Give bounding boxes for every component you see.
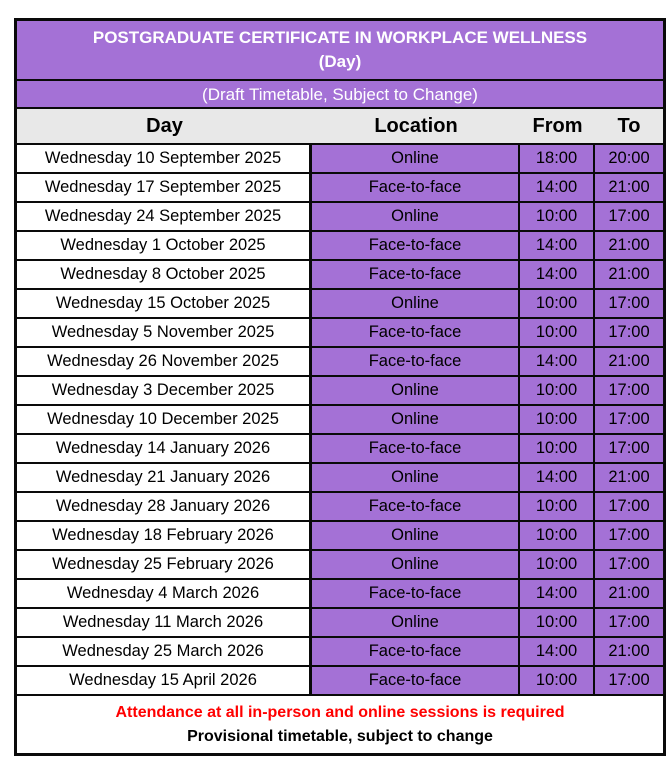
cell-from: 10:00 — [520, 319, 595, 346]
table-row — [17, 522, 663, 551]
cell-to: 20:00 — [595, 145, 663, 172]
cell-location: Online — [312, 145, 520, 172]
cell-from: 10:00 — [520, 435, 595, 462]
cell-from: 10:00 — [520, 609, 595, 636]
cell-to: 17:00 — [595, 435, 663, 462]
cell-to: 17:00 — [595, 319, 663, 346]
table-row — [17, 580, 663, 609]
cell-day: Wednesday 4 March 2026 — [17, 580, 312, 607]
cell-location: Face-to-face — [312, 667, 520, 694]
cell-day: Wednesday 26 November 2025 — [17, 348, 312, 375]
table-row — [17, 203, 663, 232]
cell-from: 10:00 — [520, 551, 595, 578]
cell-to: 17:00 — [595, 290, 663, 317]
column-header-to: To — [617, 115, 641, 137]
timetable-document — [14, 18, 666, 756]
cell-location: Face-to-face — [312, 493, 520, 520]
timetable-rows — [17, 145, 663, 696]
cell-day: Wednesday 15 October 2025 — [17, 290, 312, 317]
table-row — [17, 232, 663, 261]
cell-from: 10:00 — [520, 377, 595, 404]
cell-location: Face-to-face — [312, 174, 520, 201]
cell-from: 10:00 — [520, 522, 595, 549]
cell-day: Wednesday 10 September 2025 — [17, 145, 312, 172]
cell-location: Face-to-face — [312, 319, 520, 346]
table-row — [17, 406, 663, 435]
table-row — [17, 377, 663, 406]
table-row — [17, 290, 663, 319]
cell-to: 21:00 — [595, 348, 663, 375]
cell-day: Wednesday 28 January 2026 — [17, 493, 312, 520]
cell-from: 10:00 — [520, 406, 595, 433]
cell-day: Wednesday 25 February 2026 — [17, 551, 312, 578]
cell-location: Online — [312, 203, 520, 230]
column-header-day: Day — [146, 115, 183, 137]
cell-from: 14:00 — [520, 580, 595, 607]
table-row — [17, 667, 663, 696]
column-header-from: From — [532, 115, 583, 137]
table-row — [17, 261, 663, 290]
cell-location: Online — [312, 609, 520, 636]
table-row — [17, 464, 663, 493]
cell-location: Face-to-face — [312, 580, 520, 607]
cell-location: Online — [312, 551, 520, 578]
document-subtitle: (Draft Timetable, Subject to Change) — [17, 81, 663, 109]
table-row — [17, 493, 663, 522]
table-row — [17, 638, 663, 667]
cell-to: 21:00 — [595, 580, 663, 607]
cell-day: Wednesday 11 March 2026 — [17, 609, 312, 636]
cell-day: Wednesday 10 December 2025 — [17, 406, 312, 433]
cell-day: Wednesday 25 March 2026 — [17, 638, 312, 665]
cell-to: 21:00 — [595, 638, 663, 665]
cell-from: 14:00 — [520, 174, 595, 201]
cell-location: Online — [312, 406, 520, 433]
cell-to: 17:00 — [595, 667, 663, 694]
cell-location: Face-to-face — [312, 232, 520, 259]
table-row — [17, 145, 663, 174]
document-title — [17, 21, 663, 81]
cell-day: Wednesday 15 April 2026 — [17, 667, 312, 694]
document-title-line1: POSTGRADUATE CERTIFICATE IN WORKPLACE WELLNESS — [92, 28, 588, 47]
cell-to: 17:00 — [595, 522, 663, 549]
cell-day: Wednesday 5 November 2025 — [17, 319, 312, 346]
cell-day: Wednesday 1 October 2025 — [17, 232, 312, 259]
cell-from: 10:00 — [520, 667, 595, 694]
table-row — [17, 319, 663, 348]
provisional-note: Provisional timetable, subject to change — [187, 727, 493, 745]
footer-notes — [17, 696, 663, 753]
cell-day: Wednesday 18 February 2026 — [17, 522, 312, 549]
table-row — [17, 174, 663, 203]
cell-day: Wednesday 3 December 2025 — [17, 377, 312, 404]
cell-day: Wednesday 17 September 2025 — [17, 174, 312, 201]
cell-location: Online — [312, 464, 520, 491]
cell-location: Face-to-face — [312, 638, 520, 665]
cell-to: 17:00 — [595, 551, 663, 578]
cell-to: 17:00 — [595, 406, 663, 433]
cell-to: 21:00 — [595, 174, 663, 201]
cell-location: Online — [312, 377, 520, 404]
cell-location: Face-to-face — [312, 261, 520, 288]
cell-from: 18:00 — [520, 145, 595, 172]
table-row — [17, 435, 663, 464]
attendance-note: Attendance at all in-person and online sessions is required — [115, 703, 565, 721]
cell-location: Online — [312, 522, 520, 549]
cell-location: Face-to-face — [312, 435, 520, 462]
cell-location: Face-to-face — [312, 348, 520, 375]
cell-from: 14:00 — [520, 232, 595, 259]
document-title-line2: (Day) — [318, 52, 362, 71]
table-row — [17, 609, 663, 638]
cell-day: Wednesday 24 September 2025 — [17, 203, 312, 230]
cell-from: 14:00 — [520, 261, 595, 288]
cell-to: 21:00 — [595, 261, 663, 288]
cell-to: 21:00 — [595, 464, 663, 491]
cell-location: Online — [312, 290, 520, 317]
cell-to: 17:00 — [595, 377, 663, 404]
cell-from: 14:00 — [520, 464, 595, 491]
cell-day: Wednesday 21 January 2026 — [17, 464, 312, 491]
cell-from: 14:00 — [520, 348, 595, 375]
cell-from: 10:00 — [520, 203, 595, 230]
cell-to: 17:00 — [595, 203, 663, 230]
table-row — [17, 348, 663, 377]
table-row — [17, 551, 663, 580]
cell-day: Wednesday 14 January 2026 — [17, 435, 312, 462]
column-header-row — [17, 109, 663, 145]
cell-to: 17:00 — [595, 493, 663, 520]
column-header-location: Location — [374, 115, 458, 137]
cell-from: 10:00 — [520, 493, 595, 520]
cell-from: 10:00 — [520, 290, 595, 317]
cell-from: 14:00 — [520, 638, 595, 665]
cell-to: 17:00 — [595, 609, 663, 636]
cell-day: Wednesday 8 October 2025 — [17, 261, 312, 288]
cell-to: 21:00 — [595, 232, 663, 259]
